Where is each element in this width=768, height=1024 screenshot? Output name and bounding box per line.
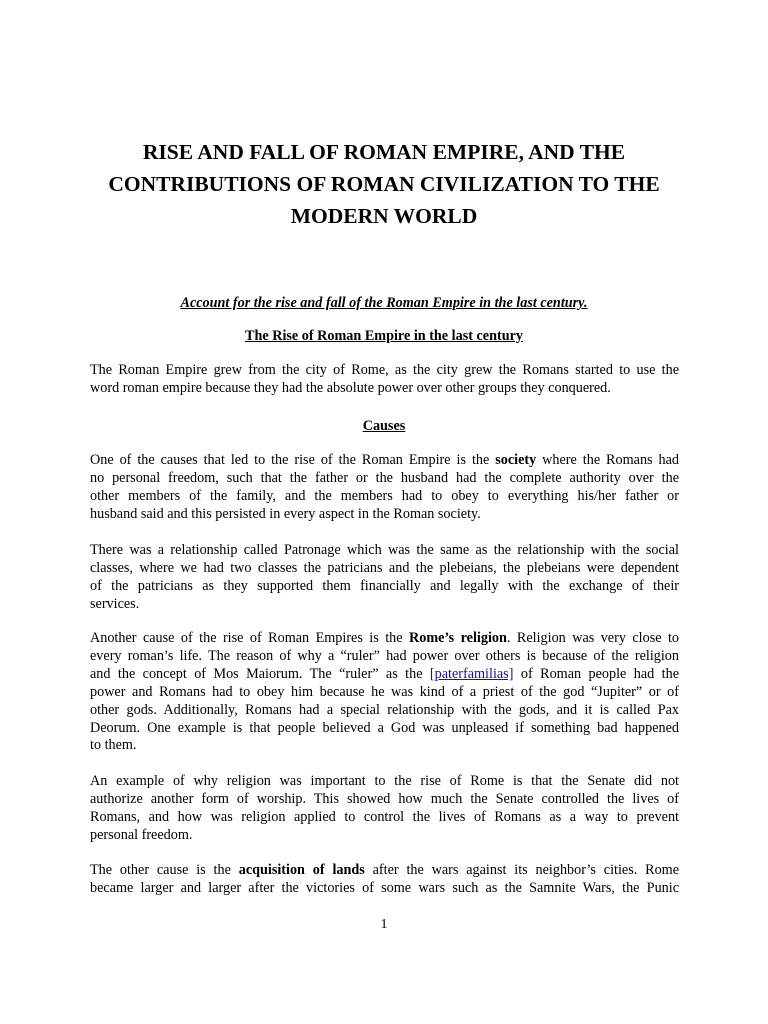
paragraph-line [90,452,679,470]
paragraph-line: Romans, and how was religion applied to control the lives of Romans as a way to prevent [90,808,679,825]
paragraph-line: husband said and this persisted in every aspect in the Roman society. [90,505,481,522]
text-run: The other cause is the [90,862,239,878]
lands-paragraph [90,862,679,898]
text-run: after the wars against its neighbor’s cities. Rome [364,862,679,878]
society-paragraph [90,452,679,524]
text-run: of Roman people had the [513,665,680,682]
paragraph-line: Deorum. One example is that people believed a God was unpleased if something bad happened [90,719,679,736]
text-run: One of the causes that led to the rise of the Roman Empire is the [90,452,496,468]
bold-term-society: society [495,452,537,468]
paragraph-line: services. [90,595,140,612]
paragraph-line: to them. [90,737,137,754]
text-run: . Religion was very close to [506,630,680,646]
paragraph-line: no personal freedom, such that the father or the husband had the complete authority over the [90,469,679,486]
title-line: MODERN WORLD [290,204,478,228]
text-run: Another cause of the rise of Roman Empires is the [90,630,410,646]
paragraph-line: power and Romans had to obey him because he was kind of a priest of the god “Jupiter” or of [90,683,679,700]
assignment-question: Account for the rise and fall of the Roman Empire in the last century. [180,295,588,311]
paragraph-line: An example of why religion was important to the rise of Rome is that the Senate did not [90,773,679,789]
text-run: and the concept of Mos Maiorum. The “ruler” as the [90,665,430,682]
document-title [80,136,688,232]
paragraph-line: of the patricians as they supported them financially and legally with the exchange of their [90,577,679,594]
intro-paragraph [90,362,679,398]
title-line: CONTRIBUTIONS OF ROMAN CIVILIZATION TO THE [108,172,660,196]
paragraph-line: The Roman Empire grew from the city of Rome, as the city grew the Romans started to use the [90,362,679,378]
paragraph-line: word roman empire because they had the absolute power over other groups they conquered. [90,379,611,396]
paragraph-line [90,862,679,880]
text-run: where the Romans had [536,452,680,468]
paragraph-line: every roman’s life. The reason of why a “ruler” had power over others is because of the religion [90,647,679,664]
paragraph-line: other gods. Additionally, Romans had a special relationship with the gods, and it is called Pax [90,701,679,718]
patronage-paragraph [90,542,679,614]
causes-heading: Causes [362,418,406,434]
paragraph-line: became larger and larger after the victories of some wars such as the Samnite Wars, the Punic [90,879,679,896]
paragraph-line: authorize another form of worship. This showed how much the Senate controlled the lives of [90,790,679,807]
paragraph-line [90,630,679,648]
section-heading: The Rise of Roman Empire in the last century [245,328,523,344]
religion-paragraph [90,630,679,755]
paragraph-line: personal freedom. [90,826,193,843]
title-line: RISE AND FALL OF ROMAN EMPIRE, AND THE [142,140,626,164]
paragraph-line: There was a relationship called Patronage which was the same as the relationship with the social [90,542,679,558]
paragraph-line [90,666,679,684]
paragraph-line: other members of the family, and the members had to obey to everything his/her father or [90,487,679,504]
paterfamilias-link[interactable]: [paterfamilias] [429,665,514,682]
page-number: 1 [380,917,388,932]
bold-term-lands: acquisition of lands [238,862,365,878]
senate-paragraph [90,773,679,845]
paragraph-line: classes, where we had two classes the patricians and the plebeians, the plebeians were dependent [90,559,679,576]
bold-term-religion: Rome’s religion [409,630,507,646]
